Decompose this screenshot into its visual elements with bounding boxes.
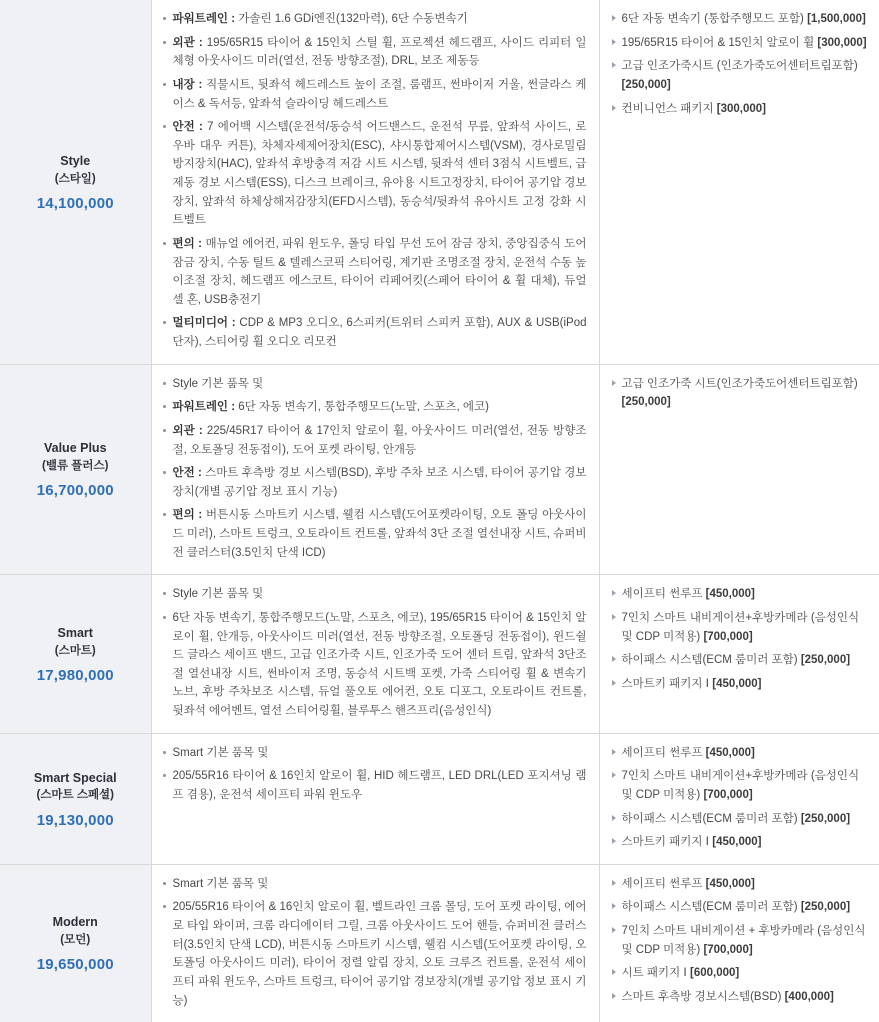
spec-text: 225/45R17 타이어 & 17인치 알로이 휠, 아웃사이드 미러(열선, 전동 방향조절, 오토폴딩 전동접이), 도어 포켓 라이팅, 안개등	[172, 424, 587, 456]
list-item	[610, 810, 870, 829]
list-item	[162, 744, 587, 763]
list-item	[610, 609, 870, 646]
spec-text: Style 기본 품목 및	[172, 588, 264, 601]
option-list	[610, 10, 870, 118]
option-text: 세이프티 썬루프	[621, 588, 706, 601]
list-item	[610, 375, 870, 412]
trim-name: Smart Special	[33, 770, 117, 785]
trim-name-kr: (모던)	[60, 934, 91, 947]
trim-spec-cell	[151, 733, 599, 864]
spec-list	[162, 875, 587, 1010]
table-row	[0, 364, 879, 575]
option-price: [700,000]	[703, 630, 753, 643]
list-item	[610, 744, 870, 763]
option-text: 시트 패키지 Ⅰ	[621, 967, 691, 980]
spec-list	[162, 744, 587, 805]
list-item	[162, 375, 587, 394]
spec-text: 6단 자동 변속기, 통합주행모드(노말, 스포츠, 에코), 195/65R15 타이어 & 15인치 알로이 휠, 안개등, 아웃사이드 미러(열선, 전동 방향조절, 오토폴딩 전동접이), 윈드쉴드 글라스 세이프 밴드, 고급 인조가죽 시트, 인조가죽 도어 센터 트림, 앞좌석 3단조절 열선내장 시트, 썬바이저 조명, 동승석 시트백 포켓, 가죽 스티어링 휠 & 변속기 노브, 후방 주차보조 시스템, 듀얼 풀오토 에어컨, 오토 디포그, 오토라이트 컨트롤, 뒷좌석 에어벤트, 열선 스티어링휠, 블루투스 핸즈프리(음성인식)	[172, 611, 587, 717]
option-price: [700,000]	[703, 788, 753, 801]
trim-name: Modern	[52, 915, 98, 930]
list-item	[610, 675, 870, 694]
trim-option-cell	[599, 575, 879, 733]
trim-name-cell	[0, 0, 151, 364]
spec-label: 편의 :	[172, 237, 206, 250]
trim-option-cell	[599, 733, 879, 864]
table-row	[0, 733, 879, 864]
spec-label: 파워트레인 :	[172, 13, 239, 25]
trim-price: 17,980,000	[36, 666, 114, 684]
table-row	[0, 0, 879, 364]
option-text: 하이패스 시스템(ECM 룸미러 포함)	[621, 812, 801, 825]
option-price: [400,000]	[784, 990, 834, 1003]
option-price: [450,000]	[705, 746, 755, 759]
list-item	[610, 34, 870, 53]
option-price: [700,000]	[703, 943, 753, 956]
list-item	[162, 609, 587, 721]
option-text: 세이프티 썬루프	[621, 746, 706, 759]
option-price: [250,000]	[800, 812, 851, 825]
list-item	[162, 118, 587, 230]
option-text: 스마트키 패키지 Ⅰ	[621, 836, 713, 849]
trim-name-kr: (스타일)	[54, 172, 96, 185]
trim-name: Value Plus	[43, 441, 107, 456]
option-text: 스마트키 패키지 Ⅰ	[621, 677, 713, 690]
option-text: 고급 인조가죽시트 (인조가죽도어센터트림포함)	[621, 60, 858, 73]
list-item	[610, 651, 870, 670]
list-item	[610, 922, 870, 959]
list-item	[162, 34, 587, 71]
list-item	[610, 833, 870, 852]
trim-name-kr: (스마트 스페셜)	[36, 789, 114, 802]
trim-price: 14,100,000	[36, 194, 114, 212]
spec-list	[162, 375, 587, 563]
spec-label: 외관 :	[172, 424, 207, 437]
trim-spec-cell	[151, 575, 599, 733]
spec-text: CDP & MP3 오디오, 6스피커(트위터 스피커 포함), AUX & USB(iPod 단자), 스티어링 휠 오디오 리모컨	[172, 317, 587, 348]
spec-label: 안전 :	[172, 121, 208, 134]
option-text: 7인치 스마트 내비게이션 + 후방카메라 (음성인식 및 CDP 미적용)	[621, 925, 866, 956]
trim-option-cell	[599, 0, 879, 364]
list-item	[610, 988, 870, 1007]
option-list	[610, 375, 870, 412]
spec-text: 205/55R16 타이어 & 16인치 알로이 휠, HID 헤드램프, LED DRL(LED 포지셔닝 램프 겸용), 운전석 세이프티 파워 윈도우	[172, 770, 587, 801]
spec-text: Style 기본 품목 및	[172, 377, 264, 390]
trim-price: 19,130,000	[36, 811, 114, 829]
list-item	[610, 898, 870, 917]
list-item	[162, 767, 587, 804]
trim-spec-cell	[151, 864, 599, 1022]
trim-name-cell	[0, 364, 151, 575]
trim-name-cell	[0, 864, 151, 1022]
option-price: [450,000]	[705, 588, 755, 601]
option-price: [300,000]	[817, 36, 867, 49]
spec-list	[162, 10, 587, 352]
spec-label: 외관 :	[172, 36, 207, 49]
option-list	[610, 875, 870, 1007]
option-text: 스마트 후측방 경보시스템(BSD)	[621, 990, 785, 1003]
spec-text: 7 에어백 시스템(운전석/동승석 어드밴스드, 운전석 무릎, 앞좌석 사이드, 로우바 대우 커튼), 차체자세제어장치(ESC), 샤시통합제어시스템(VSM), 경사로밀림 방지장치(HAC), 앞좌석 후방충격 저감 시트 시스템, 뒷좌석 센터 3점식 시트벨트, 급제동 경보 시스템(ESS), 디스크 브레이크, 유아용 시트고정장치, 타이어 공기압 경보장치, 앞좌석 하체상해저감장치(EFD시스템), 동승석/뒷좌석 유아시트 고정 강화 시트벨트	[172, 121, 587, 227]
trim-name-kr: (밸류 플러스)	[42, 460, 109, 473]
trim-option-cell	[599, 864, 879, 1022]
trim-name-kr: (스마트)	[54, 644, 96, 657]
spec-text: 205/55R16 타이어 & 16인치 알로이 휠, 벨트라인 크롬 몰딩, 도어 포켓 라이팅, 에어로 타입 와이퍼, 크롬 라디에이터 그릴, 크롬 아웃사이드 도어 핸들, 슈퍼비전 클러스터(3.5인치 단색 LCD), 버튼시동 스마트키 시스템, 웰컴 시스템(도어포켓 라이팅, 오토폴딩 아웃사이드 미러), 타이어 정렬 알림 장치, 오토 크루즈 컨트롤, 운전석 세이프티 파워 윈도우, 스마트 트렁크, 타이어 공기압 경보장치(개별 공기압 정보 표시 기능)	[172, 901, 587, 1007]
spec-text: 6단 자동 변속기, 통합주행모드(노말, 스포츠, 에코)	[238, 401, 489, 414]
list-item	[610, 10, 870, 29]
option-list	[610, 744, 870, 852]
trim-name-cell	[0, 575, 151, 733]
list-item	[162, 875, 587, 894]
option-text: 7인치 스마트 내비게이션+후방카메라 (음성인식 및 CDP 미적용)	[621, 611, 860, 643]
list-item	[162, 585, 587, 604]
spec-label: 편의 :	[172, 509, 206, 522]
option-list	[610, 585, 870, 693]
option-text: 7인치 스마트 내비게이션+후방카메라 (음성인식 및 CDP 미적용)	[621, 770, 860, 801]
spec-text: 버튼시동 스마트키 시스템, 웰컴 시스템(도어포켓라이팅, 오토 폴딩 아웃사이드 미러), 스마트 트렁크, 오토라이트 컨트롤, 앞좌석 3단 조절 열선내장 시트, 슈퍼비전 클러스터(3.5인치 단색 ICD)	[172, 509, 587, 559]
list-item	[162, 898, 587, 1010]
trim-option-cell	[599, 364, 879, 575]
option-text: 6단 자동 변속기 (통합주행모드 포함)	[621, 13, 808, 25]
list-item	[162, 235, 587, 310]
option-price: [250,000]	[621, 78, 671, 91]
spec-label: 안전 :	[172, 467, 206, 480]
list-item	[610, 767, 870, 804]
option-text: 컨비니언스 패키지	[621, 102, 717, 115]
list-item	[610, 964, 870, 983]
option-price: [450,000]	[712, 677, 762, 690]
option-text: 하이패스 시스템(ECM 룸미러 포함)	[621, 654, 801, 667]
table-row	[0, 575, 879, 733]
option-price: [600,000]	[690, 967, 740, 980]
option-price: [450,000]	[705, 877, 755, 890]
spec-label: 파워트레인 :	[172, 401, 239, 414]
option-price: [300,000]	[716, 102, 766, 115]
spec-text: 스마트 후측방 경보 시스템(BSD), 후방 주차 보조 시스템, 타이어 공기압 경보 장치(개별 공기압 정보 표시 기능)	[172, 467, 587, 498]
list-item	[162, 314, 587, 351]
trim-price: 19,650,000	[36, 956, 114, 974]
option-price: [450,000]	[712, 836, 762, 849]
list-item	[162, 422, 587, 459]
spec-text: Smart 기본 품목 및	[172, 746, 269, 759]
list-item	[610, 100, 870, 119]
option-text: 하이패스 시스템(ECM 룸미러 포함)	[621, 901, 801, 914]
option-price: [250,000]	[800, 901, 851, 914]
spec-text: 직물시트, 뒷좌석 헤드레스트 높이 조절, 룸램프, 썬바이저 거울, 썬글라스 케이스 & 독서등, 앞좌석 슬라이딩 헤드레스트	[172, 78, 587, 110]
trim-price: 16,700,000	[36, 482, 114, 500]
list-item	[162, 506, 587, 562]
option-text: 195/65R15 타이어 & 15인치 알로이 휠	[621, 36, 818, 49]
trim-spec-cell	[151, 0, 599, 364]
trim-name: Smart	[57, 625, 93, 640]
list-item	[162, 464, 587, 501]
spec-label: 멀티미디어 :	[172, 317, 240, 330]
list-item	[162, 76, 587, 113]
table-row	[0, 864, 879, 1022]
list-item	[610, 875, 870, 894]
option-text: 고급 인조가죽 시트(인조가죽도어센터트림포함)	[621, 377, 858, 390]
trim-spec-cell	[151, 364, 599, 575]
list-item	[610, 57, 870, 94]
option-text: 세이프티 썬루프	[621, 877, 706, 890]
list-item	[162, 398, 587, 417]
trim-name-cell	[0, 733, 151, 864]
list-item	[610, 585, 870, 604]
spec-text: 가솔린 1.6 GDi엔진(132마력), 6단 수동변속기	[238, 13, 468, 25]
option-price: [1,500,000]	[807, 13, 866, 25]
spec-text: Smart 기본 품목 및	[172, 877, 269, 890]
option-price: [250,000]	[800, 654, 851, 667]
spec-text: 195/65R15 타이어 & 15인치 스틸 휠, 프로젝션 헤드램프, 사이드 리피터 일체형 아웃사이드 미러(열선, 전동 방향조절), DRL, 보조 제동등	[172, 36, 587, 68]
option-price: [250,000]	[621, 396, 671, 409]
list-item	[162, 10, 587, 29]
trim-name: Style	[60, 153, 91, 168]
spec-list	[162, 585, 587, 720]
spec-text: 매뉴얼 에어컨, 파워 윈도우, 폴딩 타입 무선 도어 잠금 장치, 중앙집중식 도어잠금 장치, 수동 틸트 & 텔레스코픽 스티어링, 계기판 조명조절 장치, 운전석 수동 높이조절 장치, 헤드램프 에스코트, 타이어 리페어킷(스페어 타이어 & 휠 대체), 듀얼 셀 혼, USB충전기	[172, 237, 587, 306]
spec-label: 내장 :	[172, 78, 207, 91]
